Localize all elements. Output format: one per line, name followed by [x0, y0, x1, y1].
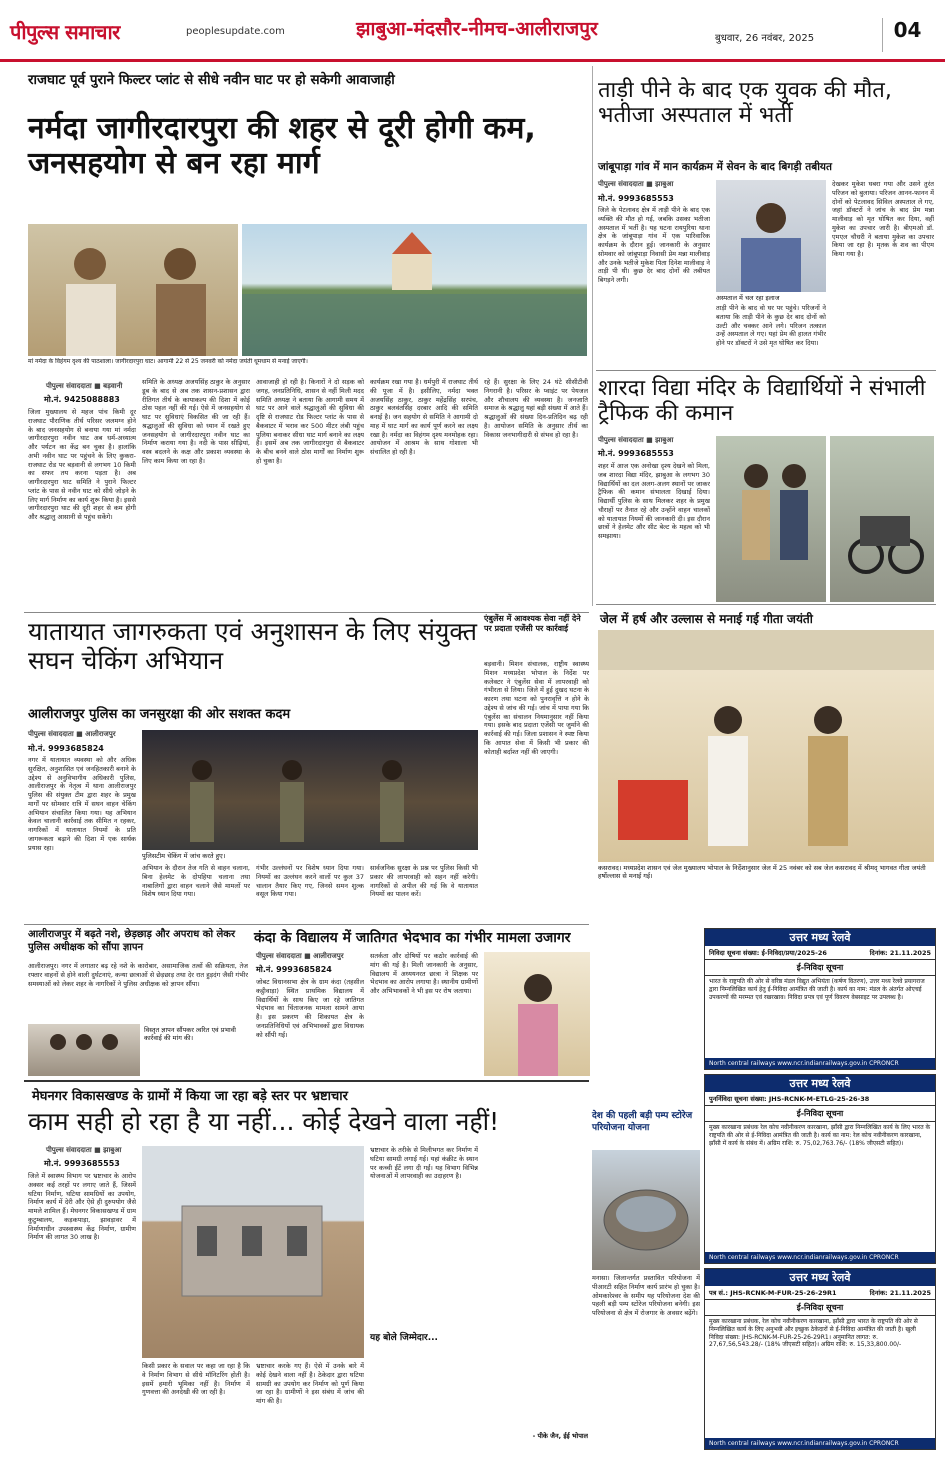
masthead	[0, 0, 945, 62]
lead-photo-ghat	[242, 224, 587, 356]
traffic-column-2: अभियान के दौरान तेज गति से वाहन चलाना, बिना हेलमेट के दोपहिया चलाना तथा नाबालिगों द्वारा वाहन चलाने जैसे मामलों पर विशेष ध्यान दिया गया।	[142, 864, 250, 899]
kanda-mobile: मो.नं. 9993685824	[256, 965, 332, 974]
lead-column-2: समिति के अध्यक्ष अजयसिंह ठाकुर के अनुसार डूब के बाद से अब तक शासन-प्रशासन द्वारा रीतिगत तीर्थ के कायाकल्प की दिशा में कोई ठोस पहल नहीं की गई। ऐसे में जनसहयोग से घाट पर सुविधाएं विकसित की जा रही हैं। श्रद्धालुओं की सुविधा को ध्यान में रखते हुए जनसहयोग से जागीरदारपुरा नवीन घाट का निर्माण कराया गया है। नदी के पास सीढ़ियां, वस्त्र बदलने के कक्ष और प्रकाश व्यवस्था के लिए काम किया जा रहा है।	[142, 378, 250, 465]
traffic-byline: पीपुल्स संवाददाता ■ आलीराजपुर	[28, 730, 116, 738]
edition-title: झाबुआ-मंदसौर-नीमच-आलीराजपुर	[356, 18, 598, 40]
tender-1-date: दिनांक: 21.11.2025	[869, 949, 931, 957]
tender-2-railway: उत्तर मध्य रेलवे	[705, 1075, 935, 1092]
lead-mobile: मो.नं. 9425088883	[44, 395, 120, 404]
lead-kicker: राजघाट पूर्व पुराने फिल्टर प्लांट से सीधे नवीन घाट पर हो सकेगी आवाजाही	[28, 72, 395, 88]
ceremony-photo-icon	[598, 630, 934, 862]
lead-caption	[28, 358, 588, 368]
tender-notice-2	[704, 1074, 936, 1264]
issue-date: बुधवार, 26 नवंबर, 2025	[715, 33, 815, 44]
lead-byline: पीपुल्स संवाददाता ■ बड़वानी	[46, 382, 123, 390]
gita-photo	[598, 630, 934, 862]
traffic-column-1: नगर में यातायात व्यवस्था को और अधिक सुरक्षित, अनुशासित एवं जनहितकारी बनाने के उद्देश्य से अनुविभागीय अधिकारी पुलिस, आलीराजपुर के नेतृत्व में थाना आलीराजपुर पुलिस की संयुक्त टीम द्वारा शहर के प्रमुख मार्गों पर सोमवार रात्रि में सघन वाहन चेकिंग अभियान संचालित किया गया। यह अभियान केवल चालानी कार्रवाई तक सीमित न रहकर, नागरिकों में यातायात नियमों के प्रति जागरूकता बढ़ाने की दिशा में एक सार्थक प्रयास रहा।	[28, 756, 136, 852]
lead-column-4: कार्यक्रम रखा गया है। धर्मपुरी में राजघाट तीर्थ की पूजा में है। इसीलिए, नर्मदा भक्त अजयसिंह ठाकुर, ठाकुर महेंद्रसिंह सरपंच, ठाकुर बलवंतसिंह दरबार आदि की समिति बनाई है। जन सहयोग से समिति ने आगामी दो माह में घाट मार्ग का कार्य पूर्ण करने का लक्ष्य रखा है। नर्मदा का विहंगम दृश्य मनमोहक रहा। आयोजन में आश्रम के साथ गोशाला भी संचालित हो रही है।	[370, 378, 478, 457]
meghnagar-signoff: - पीके जैन, ईई भोपाल	[532, 1432, 588, 1440]
website-url[interactable]: peoplesupdate.com	[186, 26, 285, 37]
tender-1-railway: उत्तर मध्य रेलवे	[705, 929, 935, 946]
traffic-column-3: गंभीर उल्लंघनों पर विशेष ध्यान दिया गया। नियमों का उल्लंघन करने वालों पर कुल 37 चालान तैयार किए गए, जिनसे समन शुल्क वसूल किया गया।	[256, 864, 364, 899]
tender-1-footer[interactable]: North central railways www.ncr.indianrailways.gov.in CPRONCR	[705, 1058, 935, 1069]
officials-photo-icon	[716, 436, 826, 602]
memorandum-headline: आलीराजपुर में बढ़ते नशे, छेड़छाड़ और अपराध को लेकर पुलिस अधीक्षक को सौंपा ज्ञापन	[28, 929, 236, 953]
newspaper-logo: पीपुल्स समाचार	[10, 20, 120, 44]
divider	[24, 1080, 589, 1082]
meghnagar-column-4: भ्रष्टाचार के तरीके से मिलीभगत कर निर्माण में घटिया सामग्री लगाई गई। यहां कंक्रीट के स्थान पर कच्ची ईंटें लगा दी गईं। यह विभाग विभिन्न योजनाओं में लापरवाही का उदाहरण है।	[370, 1146, 478, 1181]
tender-1-body: भारत के राष्ट्रपति की ओर से वरिष्ठ मंडल विद्युत अभियंता (कर्षण वितरण), उत्तर मध्य रेलवे प्रयागराज द्वारा निम्नलिखित कार्य हेतु ई-निविदा आमंत्रित की जाती है। कार्य का नाम: मंडल के अंतर्गत ओएचई उपकरणों की मरम्मत एवं रखरखाव। निविदा प्रपत्र एवं पूर्ण विवरण वेबसाइट पर उपलब्ध है।	[709, 978, 925, 1001]
tender-3-title: ई-निविदा सूचना	[705, 1300, 935, 1316]
meghnagar-byline: पीपुल्स संवाददाता ■ झाबुआ	[46, 1146, 122, 1154]
meghnagar-kicker: मेघनगर विकासखण्ड के ग्रामों में किया जा रहा बड़े स्तर पर भ्रष्टाचार	[32, 1089, 348, 1104]
meghnagar-headline: काम सही हो रहा है या नहीं... कोई देखने वाला नहीं!	[28, 1107, 500, 1136]
traffic-column-4: सार्वजनिक सुरक्षा के प्रश्न पर पुलिस किसी भी प्रकार की लापरवाही को सहन नहीं करेगी। नागरिकों से अपील की गई कि वे यातायात नियमों का पालन करें।	[370, 864, 478, 899]
river-temple-icon	[242, 224, 587, 356]
lead-photo-portraits	[28, 224, 238, 356]
ambulance-body: बड़वानी। मिशन संचालक, राष्ट्रीय स्वास्थ्य मिशन मध्यप्रदेश भोपाल के निर्देश पर कलेक्टर ने एंबुलेंस सेवा में लापरवाही को गंभीरता से लिया। जिले में हुई दुखद घटना के कारण तथा घटना को पुनरावृत्ति न होने के उद्देश्य से जांच की गई। जांच में पाया गया कि एंबुलेंस का संचालन नियमानुसार नहीं किया गया। इसके बाद प्रदाता एजेंसी पर जुर्माने की कार्रवाई की गई। जिला प्रशासन ने स्पष्ट किया कि आपात सेवा में किसी भी प्रकार की कोताही बर्दाश्त नहीं की जाएगी।	[484, 660, 589, 756]
police-photo-icon	[142, 730, 478, 850]
traffic-photo	[142, 730, 478, 850]
tank-photo-icon	[592, 1150, 700, 1270]
tender-2-body: मुख्य कारखाना प्रबंधक रेल कोच नवीनीकरण कारखाना, झाँसी द्वारा निम्नलिखित कार्य के लिए भारत के राष्ट्रपति की ओर से ई-निविदा आमंत्रित की जाती है। कार्य का नाम: रेल कोच नवीनीकरण कारखाना, झाँसी में कार्य के संबंध में। अग्रिम राशि: रु. 75,02,763.76/- (18% जीएसटी सहित)।	[709, 1124, 931, 1147]
people-photo-icon	[28, 224, 238, 356]
tender-notice-3	[704, 1268, 936, 1450]
traffic-caption: पुलिसटीम चेकिंग में जांच करते हुए।	[142, 852, 226, 860]
sharda-photo-2	[830, 436, 934, 602]
memorandum-body: आलीराजपुर। नगर में लगातार बढ़ रहे नशे के कारोबार, असामाजिक तत्वों की सक्रियता, तेज रफ्तार वाहनों से होने वाली दुर्घटनाएं, कन्या छात्राओं से छेड़छाड़ तथा देर रात हुड़दंग जैसी गंभीर समस्याओं को लेकर शहर के नागरिकों ने पुलिस अधीक्षक को ज्ञापन सौंपा।	[28, 962, 248, 988]
kanda-column-2: सतर्कता और दोषियों पर कठोर कार्रवाई की मांग की गई है। मिली जानकारी के अनुसार, विद्यालय में अध्ययनरत छात्रा ने शिक्षक पर भेदभाव का आरोप लगाया है। स्थानीय ग्रामीणों और अभिभावकों ने भी इस पर रोष जताया।	[370, 952, 478, 996]
tadi-mobile: मो.नं. 9993685553	[598, 194, 674, 203]
memorandum-caption: विस्तृत ज्ञापन सौंपकर त्वरित एवं प्रभावी कार्रवाई की मांग की।	[144, 1026, 236, 1043]
patient-photo-icon	[716, 180, 826, 292]
tender-3-ref: पत्र सं.: JHS-RCNK-M-FUR-25-26-29R1	[709, 1289, 837, 1297]
tender-3-footer[interactable]: North central railways www.ncr.indianrailways.gov.in CPRONCR	[705, 1438, 935, 1449]
meghnagar-photo	[142, 1146, 364, 1358]
kanda-byline: पीपुल्स संवाददाता ■ आलीराजपुर	[256, 952, 344, 960]
pump-headline: देश की पहली बड़ी पम्प स्टोरेज परियोजना योजना	[592, 1111, 693, 1134]
gita-headline: जेल में हर्ष और उल्लास से मनाई गई गीता जयंती	[600, 612, 813, 626]
tender-1-title: ई-निविदा सूचना	[705, 960, 935, 976]
sharda-mobile: मो.नं. 9993685553	[598, 449, 674, 458]
meghnagar-subhead: यह बोले जिम्मेदार...	[370, 1333, 438, 1343]
speaker-photo-icon	[484, 952, 590, 1076]
construction-photo-icon	[142, 1146, 364, 1358]
sharda-headline: शारदा विद्या मंदिर के विद्यार्थियों ने संभाली ट्रैफिक की कमान	[598, 376, 926, 427]
sharda-column-1: शहर में आज एक अनोखा दृश्य देखने को मिला, जब शारदा विद्या मंदिर, झाबुआ के लगभग 30 विद्यार्थियों का दल अलग-अलग स्थानों पर जाकर ट्रैफिक की कमान संभालता दिखाई दिया। विद्यार्थी पुलिस के साथ मिलकर शहर के प्रमुख चौराहों पर तैनात रहे और उन्होंने वाहन चालकों को यातायात नियमों की जानकारी दी। इस दौरान छात्रों ने हेलमेट और सीट बेल्ट के महत्व को भी समझाया।	[598, 462, 710, 541]
lead-headline: नर्मदा जागीरदारपुरा की शहर से दूरी होगी कम, जनसहयोग से बन रहा मार्ग	[28, 111, 536, 181]
tender-2-title: ई-निविदा सूचना	[705, 1106, 935, 1122]
meghnagar-column-1: जिले में स्वास्थ्य विभाग पर भ्रष्टाचार के आरोप अक्सर कई तरहों पर लगाए जाते हैं, जिसमें घटिया निर्माण, घटिया सामग्रियों का उपयोग, निर्माण कार्य में देरी और ऐसे ही दुरुपयोग जैसे मामले शामिल हैं। मेघनगर विकासखण्ड में ग्राम कुटुम्बालय, कड़कपाड़ा, झावड़ावर में निर्माणाधीन उपस्वास्थ्य केंद्र निर्माण, ग्रामीण निर्माण की लागत 30 लाख है।	[28, 1172, 136, 1242]
tadi-caption: अस्पताल में चल रहा इलाज	[716, 294, 780, 302]
page-number: 04	[882, 18, 932, 52]
traffic-subhead: आलीराजपुर पुलिस का जनसुरक्षा की ओर सशक्त कदम	[28, 707, 291, 722]
tender-2-footer[interactable]: North central railways www.ncr.indianrailways.gov.in CPRONCR	[705, 1252, 935, 1263]
lead-column-3: आवाजाही हो रही है। किनारों ने दो सड़क को जगह, जनप्रतिनिधि, शासन से नहीं मिली मदद समिति अध्यक्ष ने बताया कि आगामी समय में घाट पर आने वाले श्रद्धालुओं की सुविधा की दृष्टि से राजघाट रोड फिल्टर प्लांट के पास से बैकवाटर में भराव कर 500 मीटर लंबी पहुंच पुलिया बनाकर सीधा घाट मार्ग बनाने का लक्ष्य है। इसमें अब तक जागीरदारपुरा से बैकवाटर के बीच बनने वाले ठोस मार्गों का निर्माण शुरू हो चुका है।	[256, 378, 364, 465]
tender-3-date: दिनांक: 21.11.2025	[869, 1289, 931, 1297]
group-photo-icon	[28, 1024, 140, 1076]
divider	[24, 924, 589, 925]
tender-2-ref: पुनर्निविदा सूचना संख्या: JHS-RCNK-M-ETLG-25-26-38	[709, 1095, 870, 1103]
divider	[24, 612, 589, 613]
lead-column-5: रहे हैं। सुरक्षा के लिए 24 घंटे सीसीटीवी निगरानी है। परिसर के प्वाइंट पर पेयजल और शौचालय की व्यवस्था है। जनजाति समाज के श्रद्धालु यहां बड़ी संख्या में आते हैं। श्रद्धालुओं की संख्या दिन-प्रतिदिन बढ़ रही है। आयोजन समिति के अनुसार तीर्थ का विकास जनभागीदारी से संभव हो रहा है।	[484, 378, 588, 439]
tadi-kicker: जांबूपाड़ा गांव में मान कार्यक्रम में सेवन के बाद बिगड़ी तबीयत	[598, 161, 833, 173]
column-divider	[592, 66, 593, 606]
tender-3-railway: उत्तर मध्य रेलवे	[705, 1269, 935, 1286]
kanda-headline: कंदा के विद्यालय में जातिगत भेदभाव का गंभीर मामला उजागर	[254, 930, 571, 946]
pump-body: मनासा। जिलान्तर्गत प्रस्तावित परियोजना में पीआरटी सहित निर्माण कार्य प्रारंभ हो चुका है। ओमकारेश्वर के समीप यह परियोजना देश की पहली बड़ी पम्प स्टोरेज परियोजना बनेगी। इस परियोजना से क्षेत्र में रोजगार के अवसर बढ़ेंगे।	[592, 1274, 700, 1318]
meghnagar-column-2: किसी प्रकार के सवाल पर कहा जा रहा है कि वे निर्माण विभाग से सीधे मॉनिटरिंग होती है। इसमें हमारी भूमिका नहीं है। निर्माण में गुणवत्ता की अनदेखी की जा रही है।	[142, 1362, 250, 1397]
tadi-photo	[716, 180, 826, 292]
kanda-photo	[484, 952, 590, 1076]
sharda-photo-1	[716, 436, 826, 602]
tender-3-body: मुख्य कारखाना प्रबंधक, रेल कोच नवीनीकरण कारखाना, झाँसी द्वारा भारत के राष्ट्रपति की ओर से निम्नलिखित कार्य के लिए अनुभवी और इच्छुक ठेकेदारों से ई-निविदा आमंत्रित की जाती है। खुली निविदा संख्या: JHS-RCNK-M-FUR-25-26-29R1। अनुमानित लागत: रु. 27,67,56,543.28/- (18% जीएसटी सहित)। अग्रिम राशि: रु. 15,33,800.00/-	[709, 1318, 918, 1349]
traffic-headline: यातायात जागरुकता एवं अनुशासन के लिए संयुक्त सघन चेकिंग अभियान	[28, 617, 478, 675]
meghnagar-column-3: भ्रष्टाचार करके गए हैं। ऐसे में उनके बारे में कोई देखने वाला नहीं है। ठेकेदार द्वारा घटिया सामग्री का उपयोग कर निर्माण को पूर्ण किया जा रहा है। ग्रामीणों ने इस संबंध में जांच की मांग की है।	[256, 1362, 364, 1406]
pump-photo	[592, 1150, 700, 1270]
tadi-headline: ताड़ी पीने के बाद एक युवक की मौत, भतीजा अस्पताल में भर्ती	[598, 78, 892, 129]
gita-caption: कसरावद। मध्यप्रदेश शासन एवं जेल मुख्यालय भोपाल के निर्देशानुसार जेल में 25 नवंबर को सब जेल कसरावद में श्रीमद् भागवत गीता जयंती हर्षोल्लास से मनाई गई।	[598, 864, 926, 881]
kanda-column-1: जोबट विधानसभा क्षेत्र के ग्राम कंदा (तहसील कट्ठीवाड़ा) स्थित प्राथमिक विद्यालय में विद्यार्थियों के साथ किए जा रहे जातिगत भेदभाव का चिंताजनक मामला सामने आया है। इस प्रकरण की शिकायत क्षेत्र के जनप्रतिनिधियों एवं अभिभावकों द्वारा विधायक को सौंपी गई।	[256, 978, 364, 1039]
traffic-mobile: मो.नं. 9993685824	[28, 744, 104, 753]
tadi-byline: पीपुल्स संवाददाता ■ झाबुआ	[598, 180, 674, 188]
tadi-column-2: ताड़ी पीने के बाद वो घर पर पहुंचे। परिजनों ने बताया कि ताड़ी पीने के कुछ देर बाद दोनों को उल्टी और चक्कर आने लगे। परिजन तत्काल उन्हें अस्पताल ले गए। यहां प्रेम की हालत गंभीर होने पर डॉक्टरों ने उसे मृत घोषित कर दिया।	[716, 304, 826, 348]
sharda-byline: पीपुल्स संवाददाता ■ झाबुआ	[598, 436, 674, 444]
tender-1-ref: निविदा सूचना संख्या: ई-निविदा/प्रया/2025-26	[709, 949, 827, 957]
traffic-photo-icon	[830, 436, 934, 602]
divider	[596, 604, 936, 605]
lead-caption-right: जागीरदारपुरा घाट। आगामी 22 से 25 जनवरी को नर्मदा जयंती धूमधाम से मनाई जाएगी।	[115, 358, 308, 365]
memorandum-photo	[28, 1024, 140, 1076]
ambulance-headline: एंबुलेंस में आवश्यक सेवा नहीं देने पर प्रदाता एजेंसी पर कार्रवाई	[484, 614, 581, 634]
tadi-column-1: जिले के पेटलावद क्षेत्र में ताड़ी पीने के बाद एक व्यक्ति की मौत हो गई, जबकि उसका भतीजा अस्पताल में भर्ती है। यह घटना रायपुरिया थाना क्षेत्र के जांबूपाड़ा गांव में एक पारिवारिक कार्यक्रम के दौरान हुई। जानकारी के अनुसार सोमवार को जांबूपाड़ा निवासी प्रेम मन्ना मालीवाड़ और उनके भतीजे मुकेश पिता दिनेश मालीवाड़ ने ताड़ी पी थी। कुछ देर बाद दोनों की तबीयत बिगड़ने लगी।	[598, 206, 710, 285]
lead-column-1: जिला मुख्यालय से महज पांच किमी दूर राजघाट पौराणिक तीर्थ परिसर जलमग्न होने के बाद जनसहयोग से बनाया गया मां नर्मदा जागीरदारपुरा नवीन घाट अब धर्म-अध्यात्म और पर्यटन का केंद्र बन चुका है। हालांकि अभी नवीन घाट पर पहुंचने के लिए कुकरा-राजघाट रोड पर बड़वानी से लगभग 10 किमी का सफर तय करना पड़ता है। अब जागीरदारपुरा घाट समिति ने पुराने फिल्टर प्लांट के पास से नवीन घाट को सीधे जोड़ने के लिए मार्ग निर्माण का कार्य शुरू किया है। इससे जागीरदारपुरा घाट की दूरी शहर से कम होगी और श्रद्धालु आसानी से पहुंच सकेंगे।	[28, 408, 136, 522]
divider	[596, 370, 936, 371]
lead-caption-left: मां नर्मदा के विहंगम दृश्य की पाठशाला।	[28, 358, 114, 365]
meghnagar-mobile: मो.नं. 9993685553	[44, 1159, 120, 1168]
tender-notice-1	[704, 928, 936, 1070]
tadi-column-3: देखकर मुकेश घबरा गया और उसने तुरंत परिजन को बुलाया। परिजन आनन-फानन में दोनों को पेटलावद सिविल अस्पताल ले गए, जहां डॉक्टरों ने जांच के बाद प्रेम मन्ना मालीवाड़ को मृत घोषित कर दिया, वहीं मुकेश का उपचार जारी है। बीएमओ डॉ. एमएल चौधरी ने बताया मुकेश का उपचार किया जा रहा है। मृतक के शव का पीएम किया गया है।	[832, 180, 934, 259]
